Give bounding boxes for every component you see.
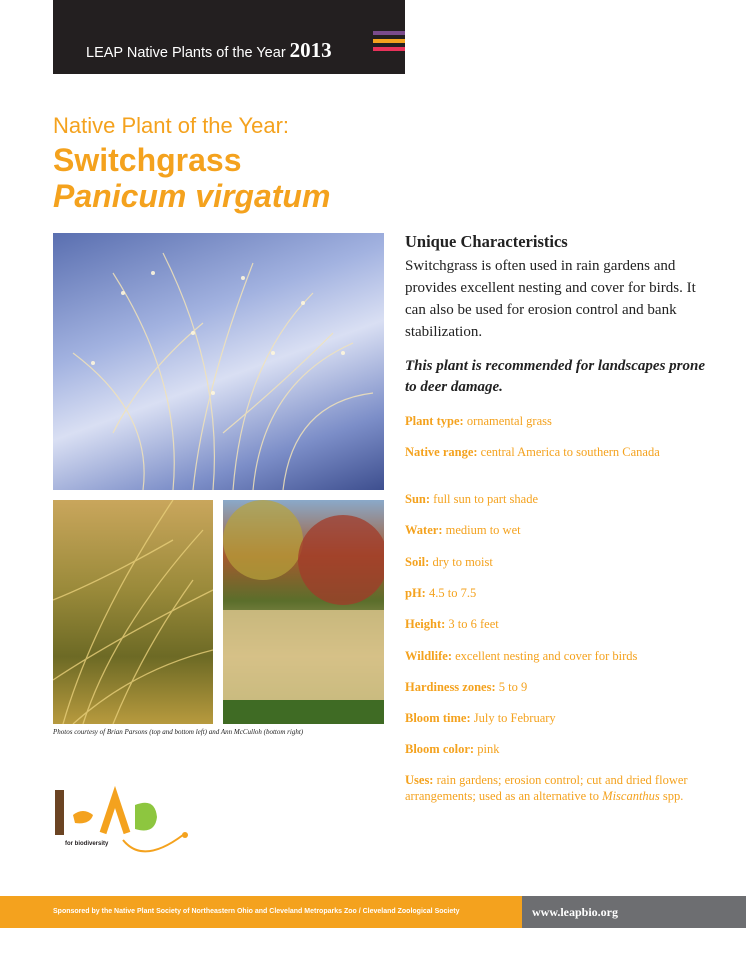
footer-sponsor: Sponsored by the Native Plant Society of Northeastern Ohio and Cleveland Metroparks Zoo / Cleveland Zoological Society (53, 908, 460, 915)
fact-soil: Soil: dry to moist (405, 555, 493, 569)
footer-url-link[interactable]: www.leapbio.org (532, 905, 619, 919)
color-stripes (373, 31, 405, 55)
fact-sun: Sun: full sun to part shade (405, 492, 538, 506)
fact-plant-type: Plant type: ornamental grass (405, 414, 552, 428)
fact-ph: pH: 4.5 to 7.5 (405, 586, 477, 600)
fact-bloom-color: Bloom color: pink (405, 742, 500, 756)
fact-uses: Uses: rain gardens; erosion control; cut and dried flower arrangements; used as an alternative to Miscanthus spp. (405, 773, 688, 803)
golden-grass-photo (53, 500, 213, 724)
autumn-grass-photo (223, 500, 384, 724)
footer-bar (0, 896, 746, 928)
plant-latin-name: Panicum virgatum (53, 178, 331, 214)
header-bar (53, 0, 405, 74)
header-title: LEAP Native Plants of the Year (86, 45, 286, 61)
leap-logo (53, 785, 193, 875)
fact-bloom-time: Bloom time: July to February (405, 711, 556, 725)
icy-switchgrass-photo (53, 233, 384, 490)
plant-common-name: Switchgrass (53, 142, 242, 178)
footer-url-box (522, 896, 746, 928)
fact-height: Height: 3 to 6 feet (405, 617, 499, 631)
fact-water: Water: medium to wet (405, 523, 521, 537)
fact-wildlife: Wildlife: excellent nesting and cover for birds (405, 649, 638, 663)
characteristics-body: Switchgrass is often used in rain gardens and provides excellent nesting and cover for birds. It can also be used for erosion control and bank stabilization. (405, 258, 696, 340)
svg-text:for biodiversity: for biodiversity (65, 841, 109, 847)
fact-native-range: Native range: central America to southern Canada (405, 445, 660, 459)
header-year: 2013 (289, 38, 332, 62)
stripe-pink (373, 47, 405, 51)
title-eyebrow: Native Plant of the Year: (53, 113, 290, 138)
deer-note: This plant is recommended for landscapes prone to deer damage. (405, 358, 706, 395)
stripe-purple (373, 31, 405, 35)
characteristics-heading: Unique Characteristics (405, 232, 568, 251)
stripe-orange (373, 39, 405, 43)
photo-credit: Photos courtesy of Brian Parsons (top and bottom left) and Ann McCulloh (bottom right) (53, 728, 304, 736)
header-label (86, 38, 332, 63)
fact-hardiness: Hardiness zones: 5 to 9 (405, 680, 528, 694)
